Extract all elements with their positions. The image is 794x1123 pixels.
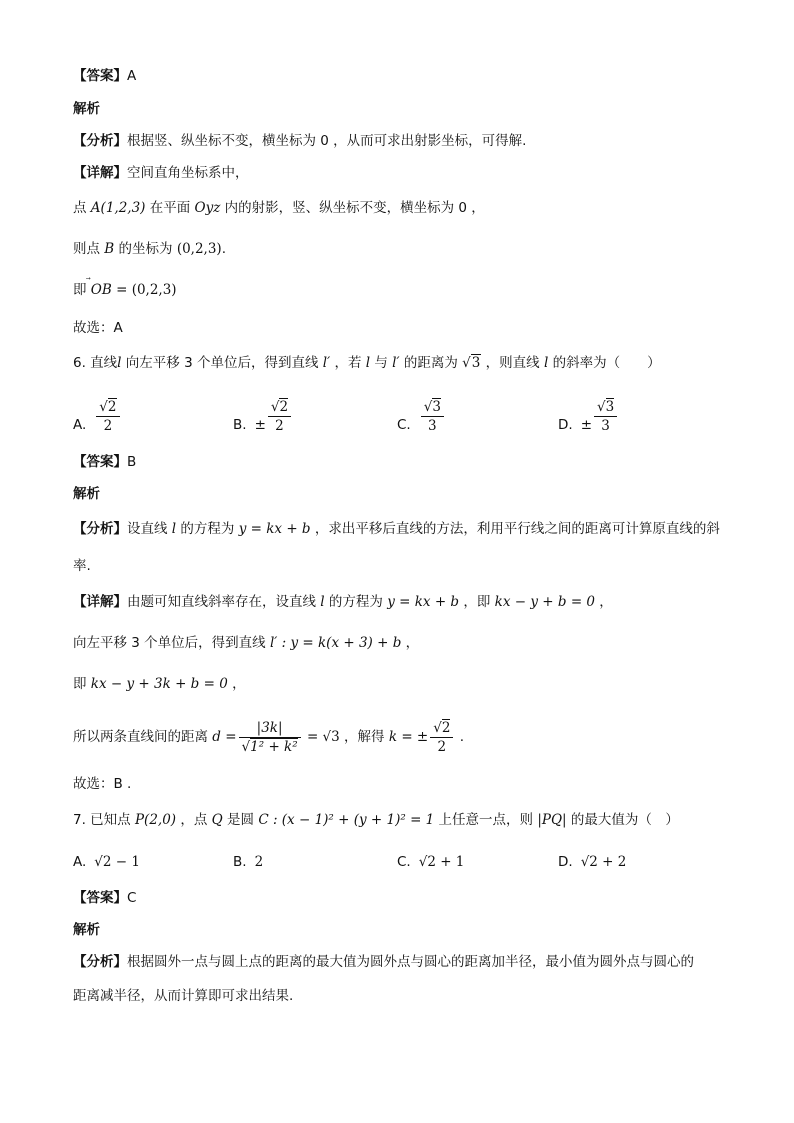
- xiangjie-tag: 【详解】: [73, 594, 127, 610]
- guxuan-q6: [73, 774, 131, 794]
- jiexi-heading-q7: [73, 920, 100, 940]
- equation: l′ : y = k(x + 3) + b: [269, 635, 402, 651]
- fenxi-line-q5: [73, 131, 526, 151]
- var-lprime: l′: [392, 355, 400, 371]
- text: ，: [401, 635, 420, 651]
- fenxi-line-q6-cont: [73, 556, 91, 576]
- sqrt-sign: √: [423, 399, 433, 415]
- answer-line-q6: [73, 452, 136, 472]
- vector-ob: [91, 282, 112, 298]
- text: 7. 已知点: [73, 812, 135, 828]
- equation: k = ±: [388, 729, 429, 745]
- q5-step-4: [73, 280, 177, 300]
- answer-tag: 【答案】: [73, 68, 127, 84]
- radicand: 2: [441, 719, 451, 736]
- option-value: √2 + 2: [580, 854, 627, 870]
- question-6-stem: [73, 353, 661, 373]
- option-label: A.: [73, 416, 87, 433]
- option-label: D.: [558, 854, 573, 870]
- fenxi-text: 根据圆外一点与圆上点的距离的最大值为圆外点与圆心的距离加半径，最小值为圆外点与圆心的: [127, 954, 694, 970]
- text: 的斜率为（ ）: [548, 355, 661, 371]
- text: 是圆: [222, 812, 259, 828]
- equation: kx − y + b = 0: [494, 594, 596, 610]
- guxuan-text: 故选：A: [73, 320, 123, 336]
- xiangjie-text: 空间直角坐标系中，: [127, 165, 249, 181]
- k-fraction: [430, 719, 453, 756]
- denominator: 2: [275, 418, 284, 434]
- option-d[interactable]: [558, 852, 626, 872]
- text: 在平面: [145, 200, 195, 216]
- sqrt-sign: √: [462, 355, 471, 371]
- text: ，求出平移后直线的方法，利用平行线之间的距离可计算原直线的斜: [310, 521, 720, 537]
- equation: = √3: [302, 729, 340, 745]
- text: 所以两条直线间的距离: [73, 729, 213, 745]
- option-a[interactable]: [73, 398, 122, 435]
- option-b[interactable]: [233, 852, 263, 872]
- fenxi-tag: 【分析】: [73, 954, 127, 970]
- answer-value: C: [127, 890, 137, 906]
- q5-step-2: [73, 198, 485, 218]
- text: 的方程为: [176, 521, 239, 537]
- text: .: [455, 729, 465, 745]
- text: ，若: [330, 355, 366, 371]
- denominator: 3: [601, 418, 610, 434]
- point-q: Q: [211, 812, 223, 828]
- text: 向左平移 3 个单位后，得到直线: [73, 635, 270, 651]
- fenxi-line-q7-cont: [73, 986, 293, 1006]
- plane-oyz: Oyz: [194, 200, 221, 216]
- jiexi-label: 解析: [73, 486, 100, 502]
- text: 上任意一点，则: [434, 812, 538, 828]
- sqrt-sign: √: [597, 399, 606, 415]
- text: 6. 直线: [73, 355, 118, 371]
- text: 的最大值为（ ）: [566, 812, 679, 828]
- jiexi-label: 解析: [73, 101, 100, 117]
- denominator: [239, 738, 301, 756]
- xiangjie-line-q5: [73, 163, 249, 183]
- option-label: B.: [233, 416, 247, 433]
- text: ，点: [176, 812, 212, 828]
- fenxi-line-q7: [73, 952, 694, 972]
- text: 设直线: [127, 521, 172, 537]
- radicand: 2: [107, 399, 117, 415]
- text: 与: [370, 355, 393, 371]
- option-value: 2: [254, 854, 264, 870]
- radicand: 1² + k²: [250, 738, 298, 755]
- equation: kx − y + 3k + b = 0: [90, 676, 228, 692]
- circle-equation: C : (x − 1)² + (y + 1)² = 1: [258, 812, 435, 828]
- vector-value: = (0,2,3): [111, 282, 177, 298]
- text: 由题可知直线斜率存在，设直线: [127, 594, 321, 610]
- point-p: P(2,0): [134, 812, 177, 828]
- xiangjie-tag: 【详解】: [73, 165, 127, 181]
- fenxi-text: 根据竖、纵坐标不变，横坐标为 0 ，从而可求出射影坐标，可得解.: [127, 133, 527, 149]
- option-value: √2 + 1: [418, 854, 465, 870]
- q6-step-3: [73, 674, 246, 694]
- xiangjie-line-q6: [73, 592, 613, 612]
- fraction: [96, 398, 119, 435]
- q6-step-2: [73, 633, 419, 653]
- text: 点: [73, 200, 91, 216]
- text: 率.: [73, 558, 91, 574]
- text: ，则直线: [481, 355, 544, 371]
- var-l: l: [543, 355, 549, 371]
- answer-line-q5: [73, 66, 136, 86]
- sqrt-3: [462, 354, 481, 371]
- var-l: l: [171, 521, 177, 537]
- coord: (0,2,3): [176, 241, 222, 257]
- option-a[interactable]: [73, 852, 140, 872]
- text: ，即: [459, 594, 495, 610]
- radicand: 3: [471, 355, 481, 371]
- question-7-stem: [73, 810, 679, 830]
- text: 的距离为: [399, 355, 463, 371]
- q6-step-4: [73, 717, 464, 757]
- denominator: 3: [428, 418, 437, 434]
- var-l: l: [117, 355, 122, 371]
- var-lprime: l′: [322, 355, 331, 371]
- text: ，: [595, 594, 613, 610]
- plus-minus: ±: [580, 416, 592, 433]
- sqrt-sign: √: [99, 399, 108, 415]
- option-c[interactable]: [397, 852, 464, 872]
- fenxi-text: 距离减半径，从而计算即可求出结果.: [73, 988, 294, 1004]
- fenxi-line-q6: [73, 519, 720, 539]
- fenxi-tag: 【分析】: [73, 133, 127, 149]
- radicand: 3: [432, 399, 441, 415]
- jiexi-heading-q5: [73, 99, 100, 119]
- var-l: l: [320, 594, 325, 610]
- jiexi-heading-q6: [73, 484, 100, 504]
- option-value: √2 − 1: [94, 854, 140, 870]
- fraction: [421, 398, 444, 435]
- radicand: 3: [605, 399, 615, 415]
- var-l: l: [365, 355, 371, 371]
- denominator: 2: [437, 738, 447, 755]
- text: 即: [73, 282, 91, 298]
- option-c[interactable]: [397, 398, 446, 435]
- guxuan-q5: [73, 318, 123, 338]
- point-b: B: [104, 241, 115, 257]
- equation: y = kx + b: [387, 594, 460, 610]
- option-d[interactable]: [558, 398, 619, 435]
- sqrt-sign: √: [241, 738, 251, 755]
- answer-tag: 【答案】: [73, 890, 127, 906]
- equation: y = kx + b: [238, 521, 311, 537]
- option-label: D.: [558, 416, 573, 433]
- sqrt-sign: √: [433, 719, 442, 736]
- radicand: 2: [279, 399, 289, 415]
- answer-value: A: [127, 68, 137, 84]
- text: ，: [227, 676, 246, 692]
- denominator: 2: [103, 418, 113, 434]
- sqrt-sign: √: [270, 399, 280, 415]
- fenxi-tag: 【分析】: [73, 521, 127, 537]
- option-label: C.: [397, 416, 411, 433]
- fraction: [594, 398, 617, 435]
- point-a: A(1,2,3): [90, 200, 146, 216]
- distance-pq: |PQ|: [537, 812, 567, 828]
- text: ，解得: [339, 729, 389, 745]
- q5-step-3: [73, 239, 226, 259]
- option-label: C.: [397, 854, 411, 870]
- plus-minus: ±: [254, 416, 266, 433]
- text: .: [221, 241, 226, 257]
- text: 即: [73, 676, 91, 692]
- numerator: |3k|: [239, 719, 301, 738]
- option-label: B.: [233, 854, 247, 870]
- option-label: A.: [73, 854, 87, 870]
- distance-fraction: [239, 719, 301, 756]
- vector-label: OB: [90, 282, 112, 298]
- text: 的坐标为: [114, 241, 177, 257]
- jiexi-label: 解析: [73, 922, 100, 938]
- answer-tag: 【答案】: [73, 454, 127, 470]
- answer-line-q7: [73, 888, 136, 908]
- answer-value: B: [127, 454, 137, 470]
- equation: d =: [212, 729, 237, 745]
- text: 的方程为: [324, 594, 388, 610]
- text: 则点: [73, 241, 105, 257]
- text: 内的射影，竖、纵坐标不变，横坐标为 0 ，: [220, 200, 485, 216]
- guxuan-text: 故选：B .: [73, 776, 132, 792]
- option-b[interactable]: [233, 398, 293, 435]
- text: 向左平移 3 个单位后，得到直线: [121, 355, 323, 371]
- fraction: [268, 398, 291, 435]
